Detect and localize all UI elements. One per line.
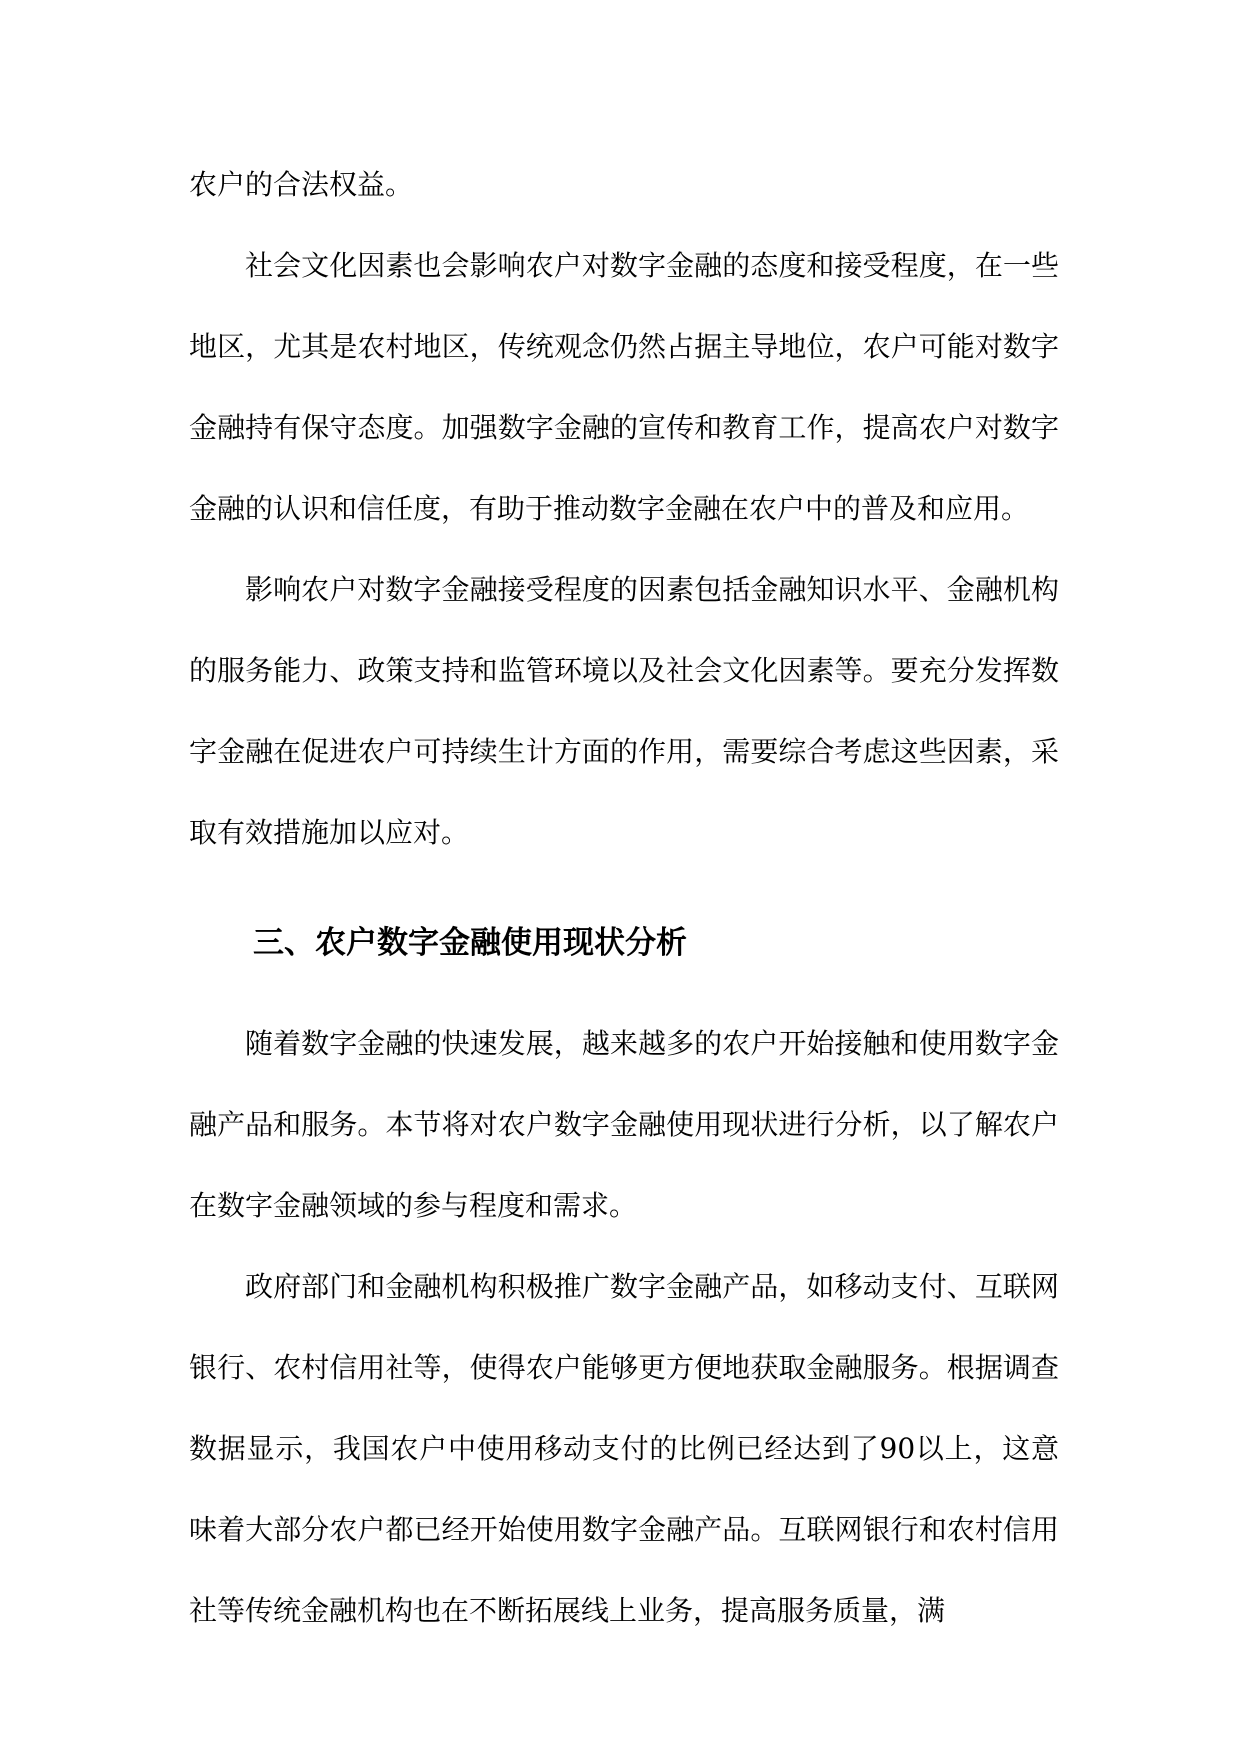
- paragraph-government-promotion: 政府部门和金融机构积极推广数字金融产品，如移动支付、互联网银行、农村信用社等，使得农户能够更方便地获取金融服务。根据调查数据显示，我国农户中使用移动支付的比例已经达到了90以上，这意味着大部分农户都已经开始使用数字金融产品。互联网银行和农村信用社等传统金融机构也在不断拓展线上业务，提高服务质量，满: [189, 1270, 1059, 1627]
- document-body: [189, 144, 1059, 1651]
- paragraph-social-culture: 社会文化因素也会影响农户对数字金融的态度和接受程度，在一些地区，尤其是农村地区，传统观念仍然占据主导地位，农户可能对数字金融持有保守态度。加强数字金融的宣传和教育工作，提高农户对数字金融的认识和信任度，有助于推动数字金融在农户中的普及和应用。: [189, 249, 1059, 525]
- paragraph-usage-intro: 随着数字金融的快速发展，越来越多的农户开始接触和使用数字金融产品和服务。本节将对农户数字金融使用现状进行分析，以了解农户在数字金融领域的参与程度和需求。: [189, 1027, 1059, 1222]
- paragraph-continuation: 农户的合法权益。: [189, 168, 414, 201]
- paragraph-influencing-factors: 影响农户对数字金融接受程度的因素包括金融知识水平、金融机构的服务能力、政策支持和监管环境以及社会文化因素等。要充分发挥数字金融在促进农户可持续生计方面的作用，需要综合考虑这些因素，采取有效措施加以应对。: [189, 573, 1059, 849]
- section-heading: 三、农户数字金融使用现状分析: [253, 925, 687, 961]
